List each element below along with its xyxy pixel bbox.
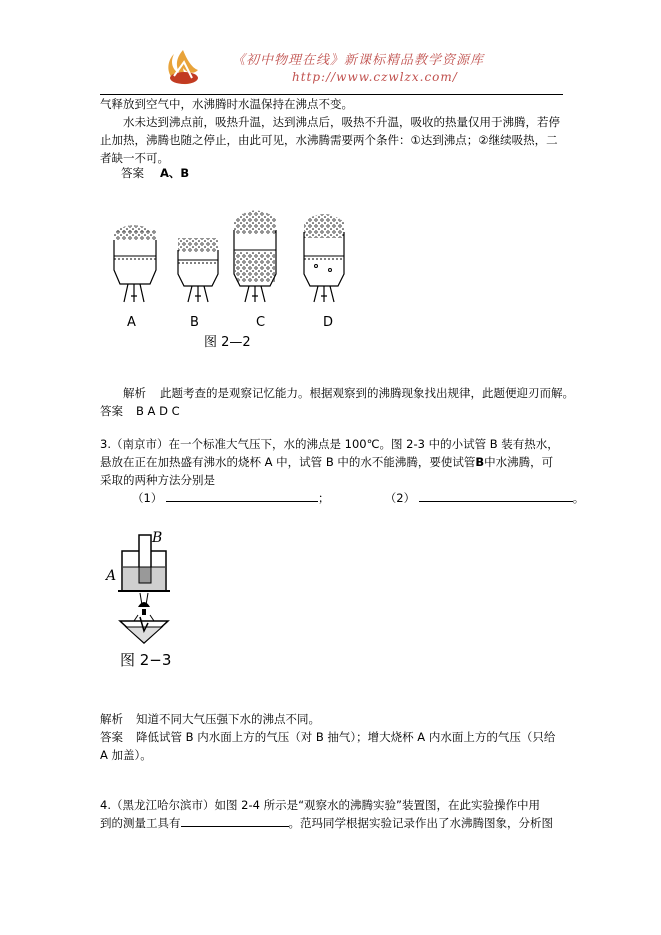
- figure-caption: 图 2—2: [204, 335, 251, 350]
- question-4-line: 到的测量工具有 。范玛同学根据实验记录作出了水沸腾图象，分析图: [100, 816, 553, 830]
- header-title: 《初中物理在线》新课标精品教学资源库: [232, 53, 485, 68]
- text-line: 水未达到沸点前，吸热升温，达到沸点后，吸热不升温，吸收的热量仅用于沸腾，若停: [123, 115, 560, 129]
- figure-label-a: A: [106, 568, 117, 584]
- figure-2-2-boiling-diagram: [104, 200, 354, 352]
- answer-label: 答案: [100, 404, 123, 418]
- question-3-blanks: （1） ； （2） 。: [132, 491, 585, 505]
- analysis-label: 解析: [123, 386, 146, 400]
- figure-label-d: D: [323, 315, 334, 330]
- beaker-d: [304, 214, 344, 302]
- analysis-text: 此题考查的是观察记忆能力。根据观察到的沸腾现象找出规律，此题便迎刃而解。: [160, 386, 574, 400]
- beaker-b: [178, 238, 218, 302]
- question-4-line: 4.（黑龙江哈尔滨市）如图 2-4 所示是“观察水的沸腾实验”装置图，在此实验操作中用: [100, 798, 540, 812]
- answer-value: B A D C: [136, 404, 180, 418]
- answer-blank-2[interactable]: [419, 489, 573, 502]
- answer-text: 降低试管 B 内水面上方的气压（对 B 抽气）；增大烧杯 A 内水面上方的气压（只给: [136, 730, 556, 744]
- answer-blank-tools[interactable]: [181, 814, 289, 827]
- text-line: 者缺一不可。: [100, 151, 169, 165]
- analysis-label: 解析: [100, 712, 123, 726]
- analysis-text: 知道不同大气压强下水的沸点不同。: [136, 712, 320, 726]
- question-3-line: 3.（南京市）在一个标准大气压下，水的沸点是 100℃。图 2-3 中的小试管 B 装有热水，: [100, 437, 559, 451]
- figure-2-3-apparatus: [104, 527, 184, 667]
- text-line: 止加热，沸腾也随之停止，由此可见，水沸腾需要两个条件：①达到沸点；②继续吸热，二: [100, 133, 558, 147]
- figure-label-a: A: [127, 315, 136, 330]
- figure-label-c: C: [256, 315, 266, 330]
- beaker-a: [114, 225, 156, 302]
- answer-label: 答案: [100, 730, 123, 744]
- figure-label-b: B: [190, 315, 199, 330]
- figure-caption: 图 2−3: [120, 651, 172, 669]
- question-3-line: 悬放在正在加热盛有沸水的烧杯 A 中，试管 B 中的水不能沸腾，要使试管B中水沸腾，可: [100, 455, 554, 469]
- question-3-line: 采取的两种方法分别是: [100, 473, 215, 487]
- header-url: http://www.czwlzx.com/: [292, 70, 458, 84]
- answer-label: 答案: [121, 166, 144, 180]
- answer-value: A、B: [160, 166, 190, 180]
- site-logo: [160, 48, 206, 88]
- answer-blank-1[interactable]: [166, 489, 318, 502]
- beaker-c: [234, 210, 276, 302]
- text-line: 气释放到空气中，水沸腾时水温保持在沸点不变。: [100, 97, 353, 111]
- answer-text: A 加盖）。: [100, 748, 152, 762]
- figure-label-b: B: [152, 530, 163, 546]
